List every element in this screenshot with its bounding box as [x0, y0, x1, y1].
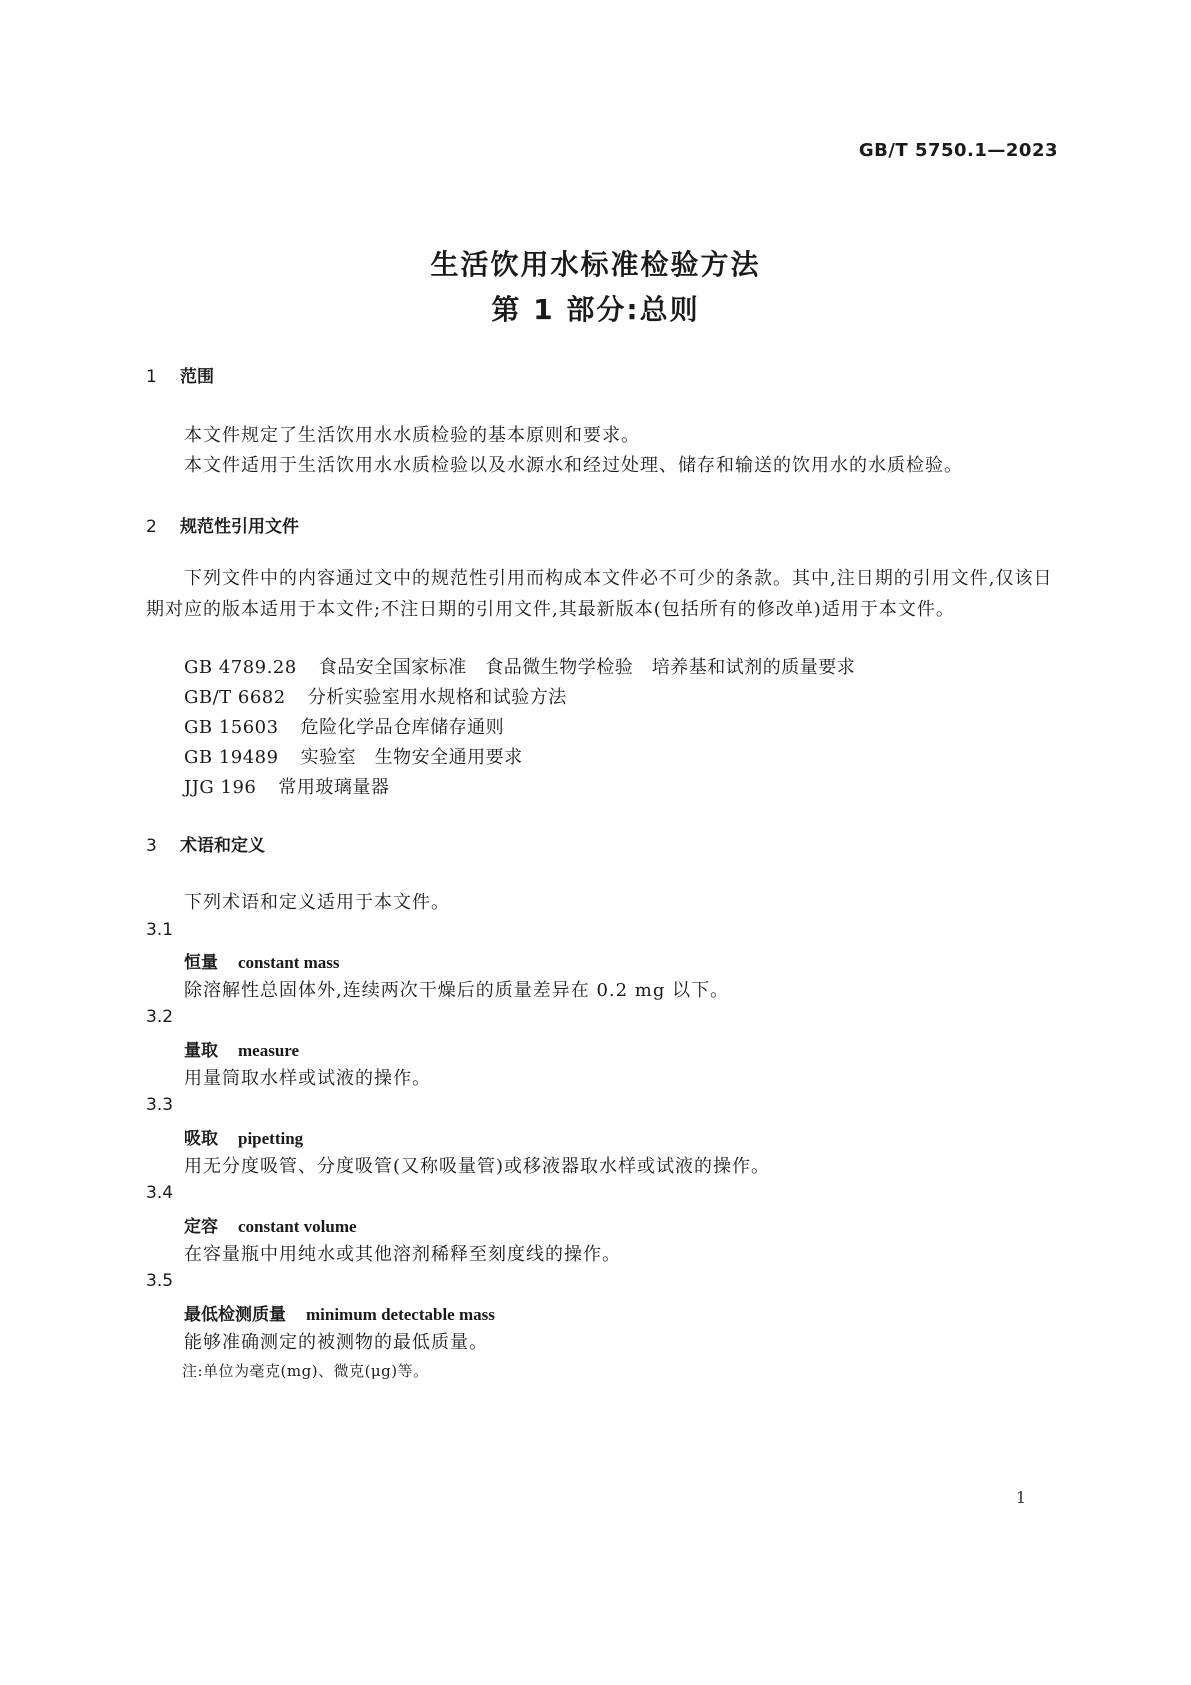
reference-code: GB 4789.28 — [184, 657, 297, 678]
term-name-zh: 吸取 — [184, 1129, 218, 1149]
section-number: 2 — [146, 517, 157, 537]
term-name — [184, 1300, 495, 1325]
reference-item — [184, 683, 567, 709]
term-name-zh: 恒量 — [184, 953, 218, 973]
term-name-en: constant volume — [238, 1217, 357, 1236]
term-name-zh: 量取 — [184, 1041, 218, 1061]
reference-item — [184, 653, 855, 679]
reference-title: 食品安全国家标准 食品微生物学检验 培养基和试剂的质量要求 — [318, 657, 856, 678]
section-number: 1 — [146, 367, 157, 387]
paragraph: 本文件规定了生活饮用水水质检验的基本原则和要求。 — [184, 425, 640, 446]
term-name-en: constant mass — [238, 953, 340, 972]
term-definition: 能够准确测定的被测物的最低质量。 — [184, 1332, 488, 1353]
section-2-heading — [146, 512, 299, 537]
term-name — [184, 1124, 303, 1149]
paragraph: 本文件适用于生活饮用水水质检验以及水源水和经过处理、储存和输送的饮用水的水质检验。 — [184, 455, 963, 476]
document-title: 生活饮用水标准检验方法 — [430, 248, 761, 281]
term-definition: 用无分度吸管、分度吸管(又称吸量管)或移液器取水样或试液的操作。 — [184, 1156, 771, 1177]
term-number: 3.5 — [146, 1271, 174, 1291]
standard-code: GB/T 5750.1—2023 — [858, 140, 1058, 161]
term-number: 3.2 — [146, 1007, 174, 1027]
section-number: 3 — [146, 836, 157, 856]
term-number: 3.3 — [146, 1095, 174, 1115]
term-name-en: pipetting — [238, 1129, 304, 1148]
term-definition: 用量筒取水样或试液的操作。 — [184, 1068, 431, 1089]
reference-code: GB 19489 — [184, 747, 279, 768]
term-number: 3.1 — [146, 920, 174, 940]
page-number: 1 — [1015, 1488, 1026, 1507]
term-name-en: minimum detectable mass — [306, 1305, 495, 1324]
reference-code: GB 15603 — [184, 717, 279, 738]
reference-title: 实验室 生物安全通用要求 — [300, 747, 523, 768]
term-definition: 在容量瓶中用纯水或其他溶剂稀释至刻度线的操作。 — [184, 1244, 621, 1265]
note: 注:单位为毫克(mg)、微克(μg)等。 — [182, 1362, 429, 1380]
reference-title: 危险化学品仓库储存通则 — [300, 717, 505, 738]
section-2-intro: 下列文件中的内容通过文中的规范性引用而构成本文件必不可少的条款。其中,注日期的引用文件,仅该日期对应的版本适用于本文件;不注日期的引用文件,其最新版本(包括所有的修改单)适用于本文件。 — [146, 568, 1053, 620]
section-1-heading — [146, 362, 214, 387]
section-title: 规范性引用文件 — [180, 517, 299, 537]
reference-title: 分析实验室用水规格和试验方法 — [307, 687, 567, 708]
section-title: 术语和定义 — [180, 836, 265, 856]
reference-code: GB/T 6682 — [184, 687, 286, 708]
reference-item — [184, 743, 523, 769]
reference-title: 常用玻璃量器 — [278, 777, 390, 798]
reference-item — [184, 713, 504, 739]
paragraph: 下列术语和定义适用于本文件。 — [184, 892, 450, 913]
section-3-heading — [146, 831, 265, 856]
term-name-zh: 最低检测质量 — [184, 1305, 286, 1325]
term-name — [184, 948, 340, 973]
reference-code: JJG 196 — [184, 777, 257, 798]
term-name — [184, 1036, 299, 1061]
term-name-en: measure — [238, 1041, 300, 1060]
section-title: 范围 — [180, 367, 214, 387]
document-subtitle: 第 1 部分:总则 — [491, 293, 700, 326]
reference-item — [184, 773, 389, 799]
term-number: 3.4 — [146, 1183, 174, 1203]
term-name-zh: 定容 — [184, 1217, 218, 1237]
term-definition: 除溶解性总固体外,连续两次干燥后的质量差异在 0.2 mg 以下。 — [184, 980, 730, 1001]
term-name — [184, 1212, 357, 1237]
